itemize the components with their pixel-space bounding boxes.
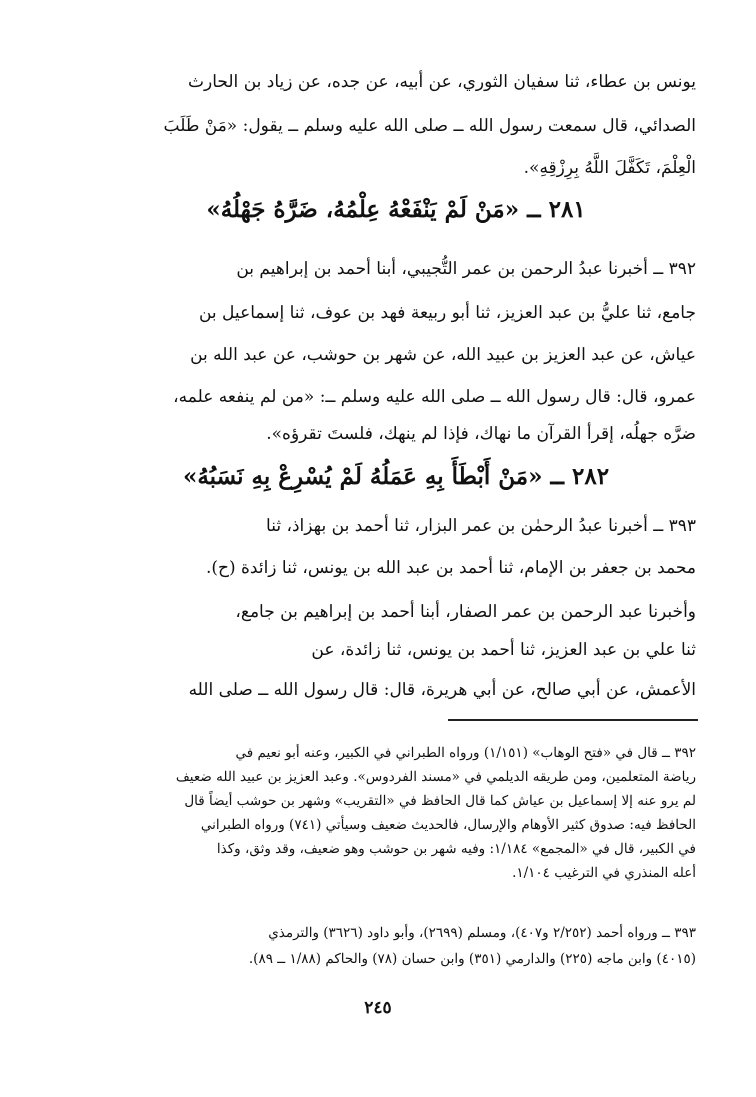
footnote-line: رياضة المتعلمين، ومن طريقه الديلمي في «مسند الفردوس». وعبد العزيز بن عبيد الله ضعيف bbox=[175, 769, 696, 785]
text-line: عمرو، قال: قال رسول الله ــ صلى الله عليه وسلم ــ: «من لم ينفعه علمه، bbox=[173, 387, 696, 407]
footnote-line: في الكبير، قال في «المجمع» ١/١٨٤: وفيه شهر بن حوشب وهو ضعيف، وقد وثق، وكذا bbox=[216, 841, 696, 857]
text-line: ٣٩٣ ــ أخبرنا عبدُ الرحمٰن بن عمر البزار، ثنا أحمد بن بهزاذ، ثنا bbox=[266, 516, 696, 536]
footnote-separator bbox=[448, 719, 698, 721]
footnote-line: الحافظ فيه: صدوق كثير الأوهام والإرسال، فالحديث ضعيف وسيأتي (٧٤١) ورواه الطبراني bbox=[200, 817, 696, 833]
text-line: ٣٩٢ ــ أخبرنا عبدُ الرحمن بن عمر التُّجيبي، أبنا أحمد بن إبراهيم بن bbox=[236, 259, 696, 279]
footnote-line: ٣٩٣ ــ ورواه أحمد (٢/٢٥٢ و٤٠٧)، ومسلم (٢٦٩٩)، وأبو داود (٣٦٢٦) والترمذي bbox=[268, 925, 696, 941]
text-line: عياش، عن عبد العزيز بن عبيد الله، عن شهر بن حوشب، عن عبد الله بن bbox=[190, 345, 696, 365]
text-line: ضرَّه جهلُه، إقرأ القرآن ما نهاك، فإذا لم ينهك، فلستَ تقرؤه». bbox=[266, 424, 696, 444]
text-line: جامع، ثنا عليُّ بن عبد العزيز، ثنا أبو ربيعة فهد بن عوف، ثنا إسماعيل بن bbox=[198, 303, 696, 323]
chapter-heading-282: ٢٨٢ ــ «مَنْ أَبْطَأَ بِهِ عَمَلُهُ لَمْ يُسْرِعْ بِهِ نَسَبُهُ» bbox=[182, 463, 610, 490]
footnote-line: (٤٠١٥) وابن ماجه (٢٢٥) والدارمي (٣٥١) وابن حسان (٧٨) والحاكم (١/٨٨ ــ ٨٩). bbox=[248, 951, 696, 967]
text-line: الْعِلْمَ، تَكَفَّلَ اللَّهُ بِرِزْقِهِ». bbox=[523, 158, 696, 178]
footnote-line: لم يرو عنه إلا إسماعيل بن عياش كما قال الحافظ في «التقريب» وشهر بن حوشب أيضاً قال bbox=[184, 793, 696, 809]
footnote-line: ٣٩٢ ــ قال في «فتح الوهاب» (١/١٥١) ورواه الطبراني في الكبير، وعنه أبو نعيم في bbox=[235, 745, 696, 761]
text-line: ثنا علي بن عبد العزيز، ثنا أحمد بن يونس، ثنا زائدة، عن bbox=[311, 640, 696, 660]
text-line: الصدائي، قال سمعت رسول الله ــ صلى الله عليه وسلم ــ يقول: «مَنْ طَلَبَ bbox=[163, 116, 696, 136]
text-line: يونس بن عطاء، ثنا سفيان الثوري، عن أبيه، عن جده، عن زياد بن الحارث bbox=[188, 72, 696, 92]
chapter-heading-281: ٢٨١ ــ «مَنْ لَمْ يَنْفَعْهُ عِلْمُهُ، ضَرَّهُ جَهْلُهُ» bbox=[206, 196, 586, 223]
text-line: وأخبرنا عبد الرحمن بن عمر الصفار، أبنا أحمد بن إبراهيم بن جامع، bbox=[235, 602, 696, 622]
page-number: ٢٤٥ bbox=[364, 998, 392, 1018]
footnote-line: أعله المنذري في الترغيب ١/١٠٤. bbox=[512, 865, 696, 881]
text-line: محمد بن جعفر بن الإمام، ثنا أحمد بن عبد الله بن يونس، ثنا زائدة (ح). bbox=[205, 558, 696, 578]
text-line: الأعمش، عن أبي صالح، عن أبي هريرة، قال: قال رسول الله ــ صلى الله bbox=[188, 680, 696, 700]
